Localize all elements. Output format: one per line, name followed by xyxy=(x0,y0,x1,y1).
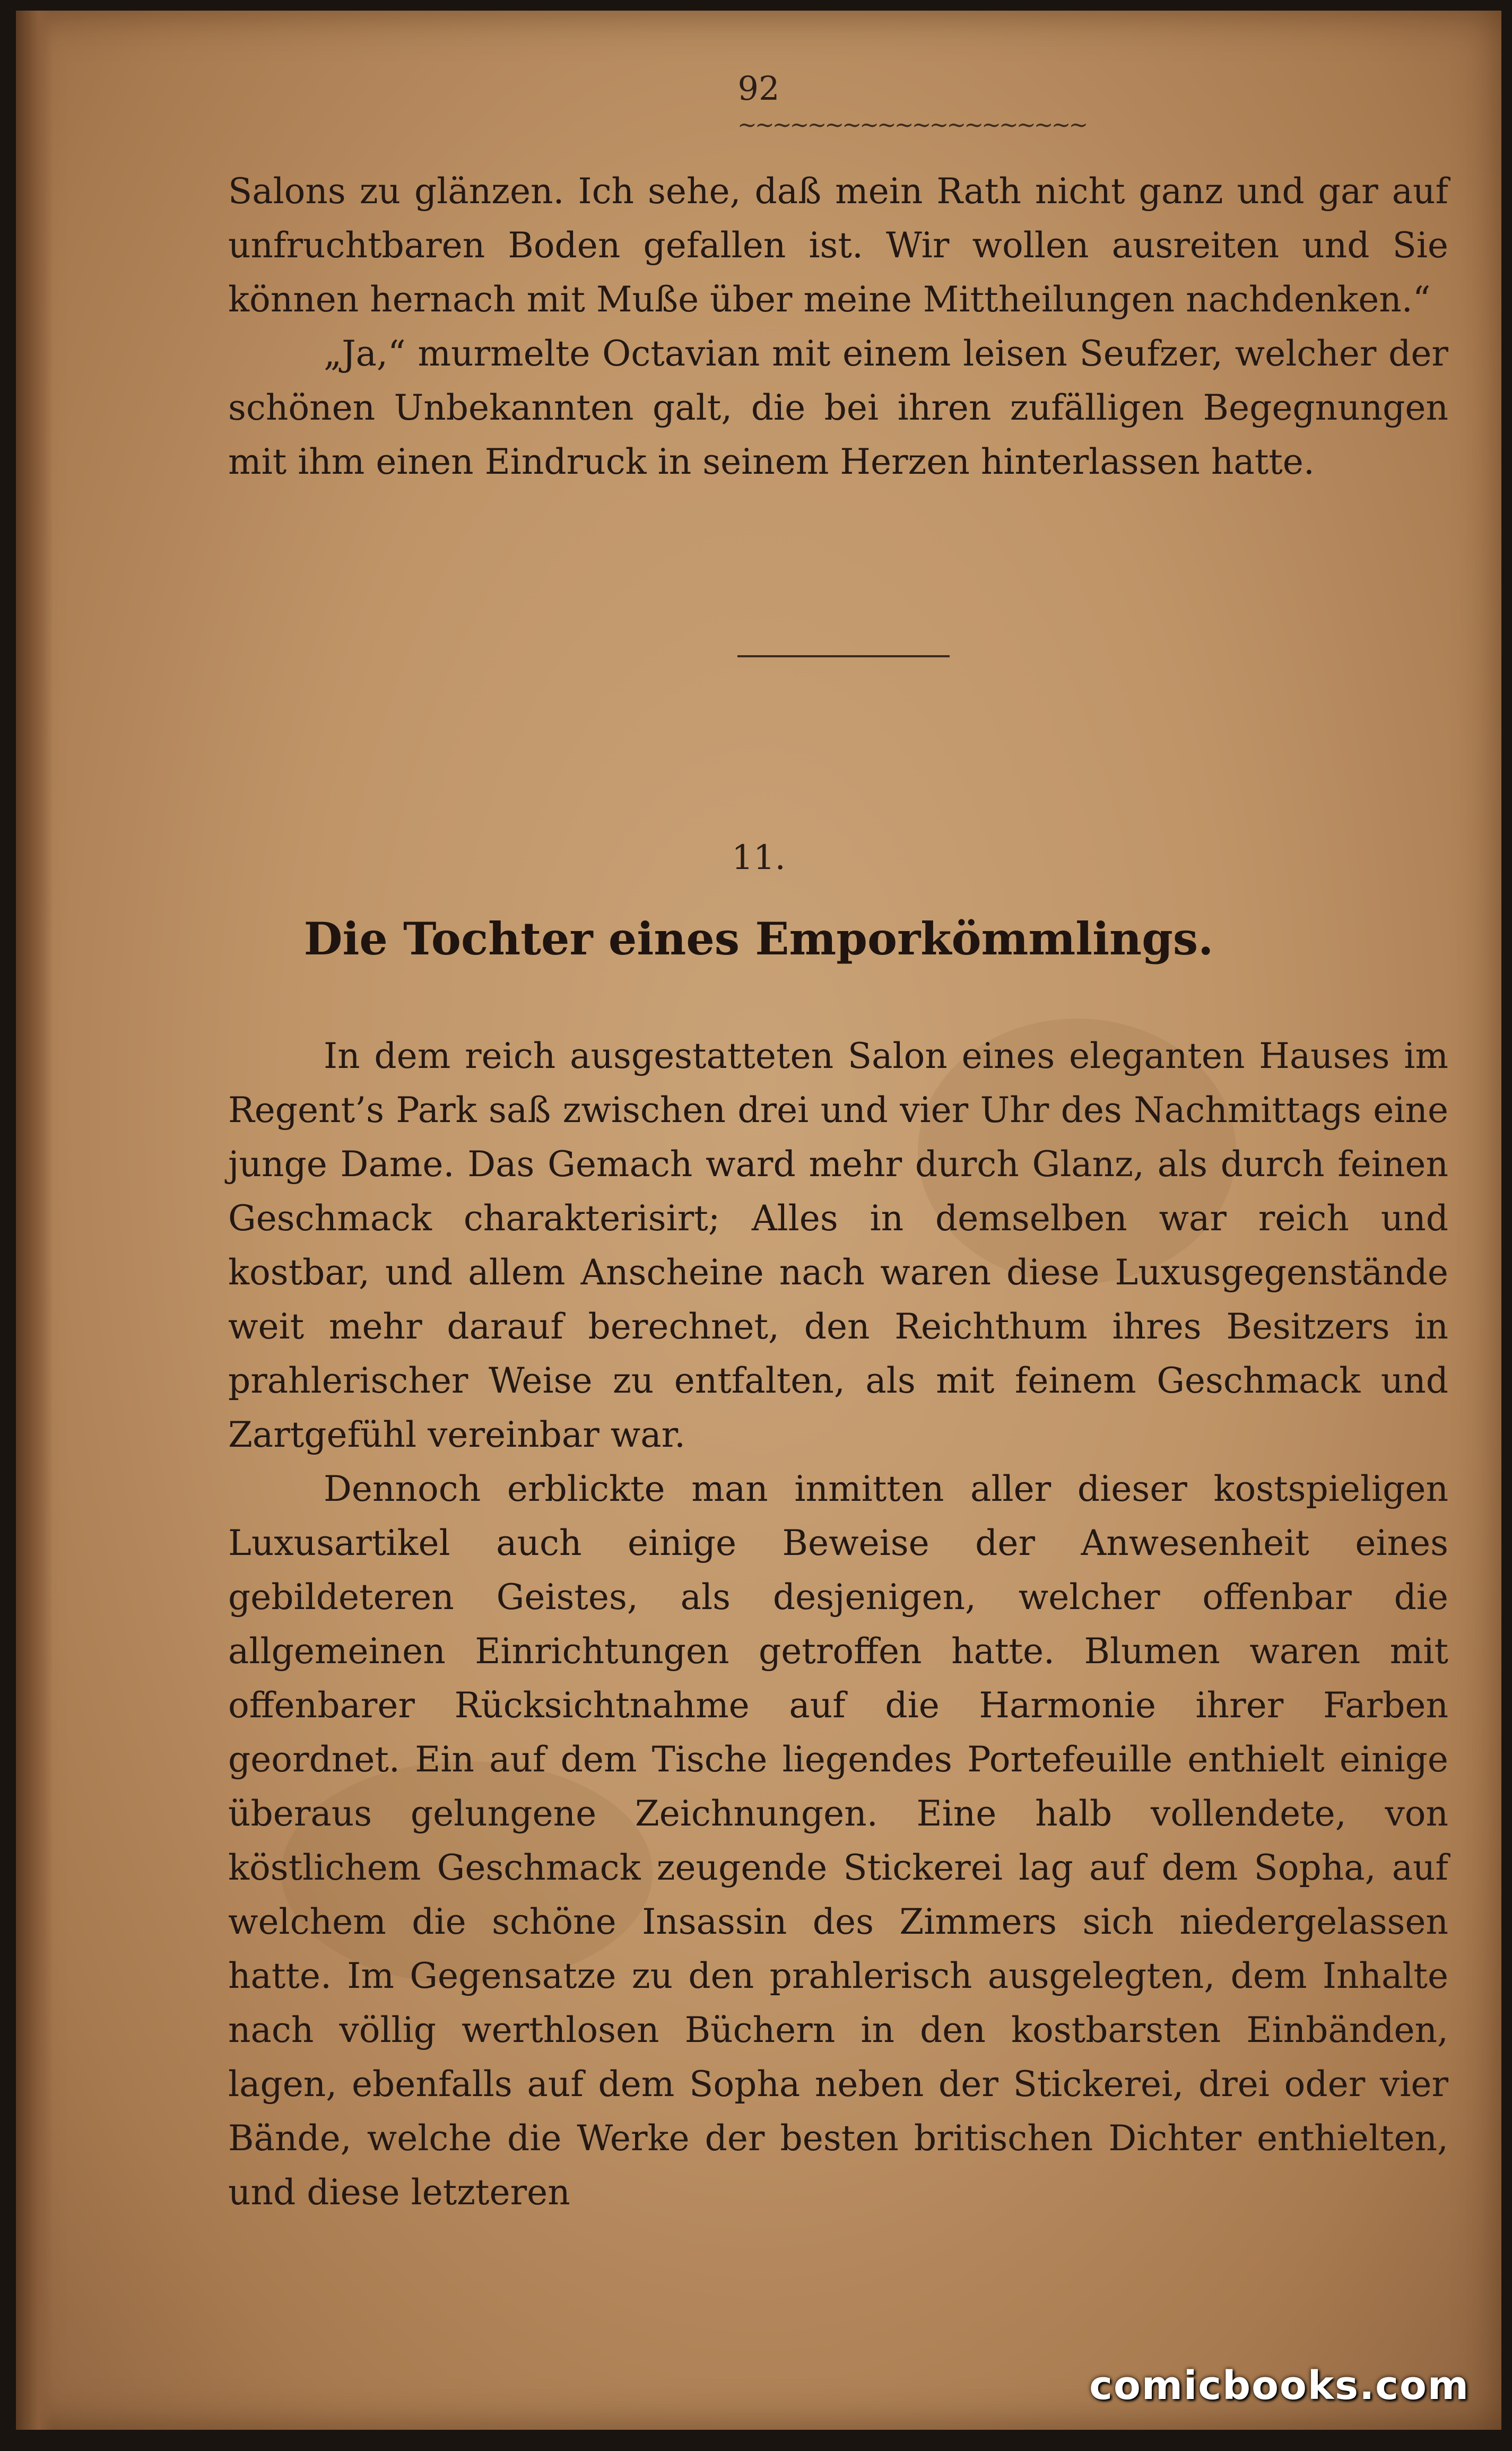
section-divider xyxy=(737,655,950,657)
paragraph: Salons zu glänzen. Ich sehe, daß mein Rath nicht ganz und gar auf unfruchtbaren Boden gefallen ist. Wir wollen ausreiten und Sie können hernach mit Muße über meine Mittheilungen nachdenken.“ xyxy=(228,171,1448,320)
book-page xyxy=(16,11,1501,2430)
page-number: 92 xyxy=(737,69,780,108)
page-spine-edge xyxy=(16,11,53,2430)
header-ornament: ~~~~~~~~~~~~~~~~~~~~ xyxy=(737,111,1087,138)
chapter-number: 11. xyxy=(732,838,786,877)
continuation-text xyxy=(228,164,1448,489)
watermark: comicbooks.com xyxy=(1089,2363,1470,2409)
chapter-text xyxy=(228,1029,1448,2220)
paragraph: In dem reich ausgestatteten Salon eines eleganten Hauses im Regent’s Park saß zwischen drei und vier Uhr des Nachmittags eine junge Dame. Das Gemach ward mehr durch Glanz, als durch feinen Geschmack charakterisirt; Alles in demselben war reich und kostbar, und allem Anscheine nach waren diese Luxusgegenstände weit mehr darauf berechnet, den Reichthum ihres Besitzers in prahlerischer Weise zu entfalten, als mit feinem Geschmack und Zartgefühl vereinbar war. xyxy=(228,1036,1448,1455)
paragraph: Dennoch erblickte man inmitten aller dieser kostspieligen Luxusartikel auch einige Beweise der Anwesenheit eines gebildeteren Geistes, als desjenigen, welcher offenbar die allgemeinen Einrichtungen getroffen hatte. Blumen waren mit offenbarer Rücksichtnahme auf die Harmonie ihrer Farben geordnet. Ein auf dem Tische liegendes Portefeuille enthielt einige überaus gelungene Zeichnungen. Eine halb vollendete, von köstlichem Geschmack zeugende Stickerei lag auf dem Sopha, auf welchem die schöne Insassin des Zimmers sich niedergelassen hatte. Im Gegensatze zu den prahlerisch ausgelegten, dem Inhalte nach völlig werthlosen Büchern in den kostbarsten Einbänden, lagen, ebenfalls auf dem Sopha neben der Stickerei, drei oder vier Bände, welche die Werke der besten britischen Dichter enthielten, und diese letzteren xyxy=(228,1468,1448,2213)
chapter-title: Die Tochter eines Emporkömmlings. xyxy=(303,912,1214,965)
paragraph: „Ja,“ murmelte Octavian mit einem leisen Seufzer, welcher der schönen Unbekannten galt, die bei ihren zufälligen Begegnungen mit ihm einen Eindruck in seinem Herzen hinterlassen hatte. xyxy=(228,333,1448,482)
